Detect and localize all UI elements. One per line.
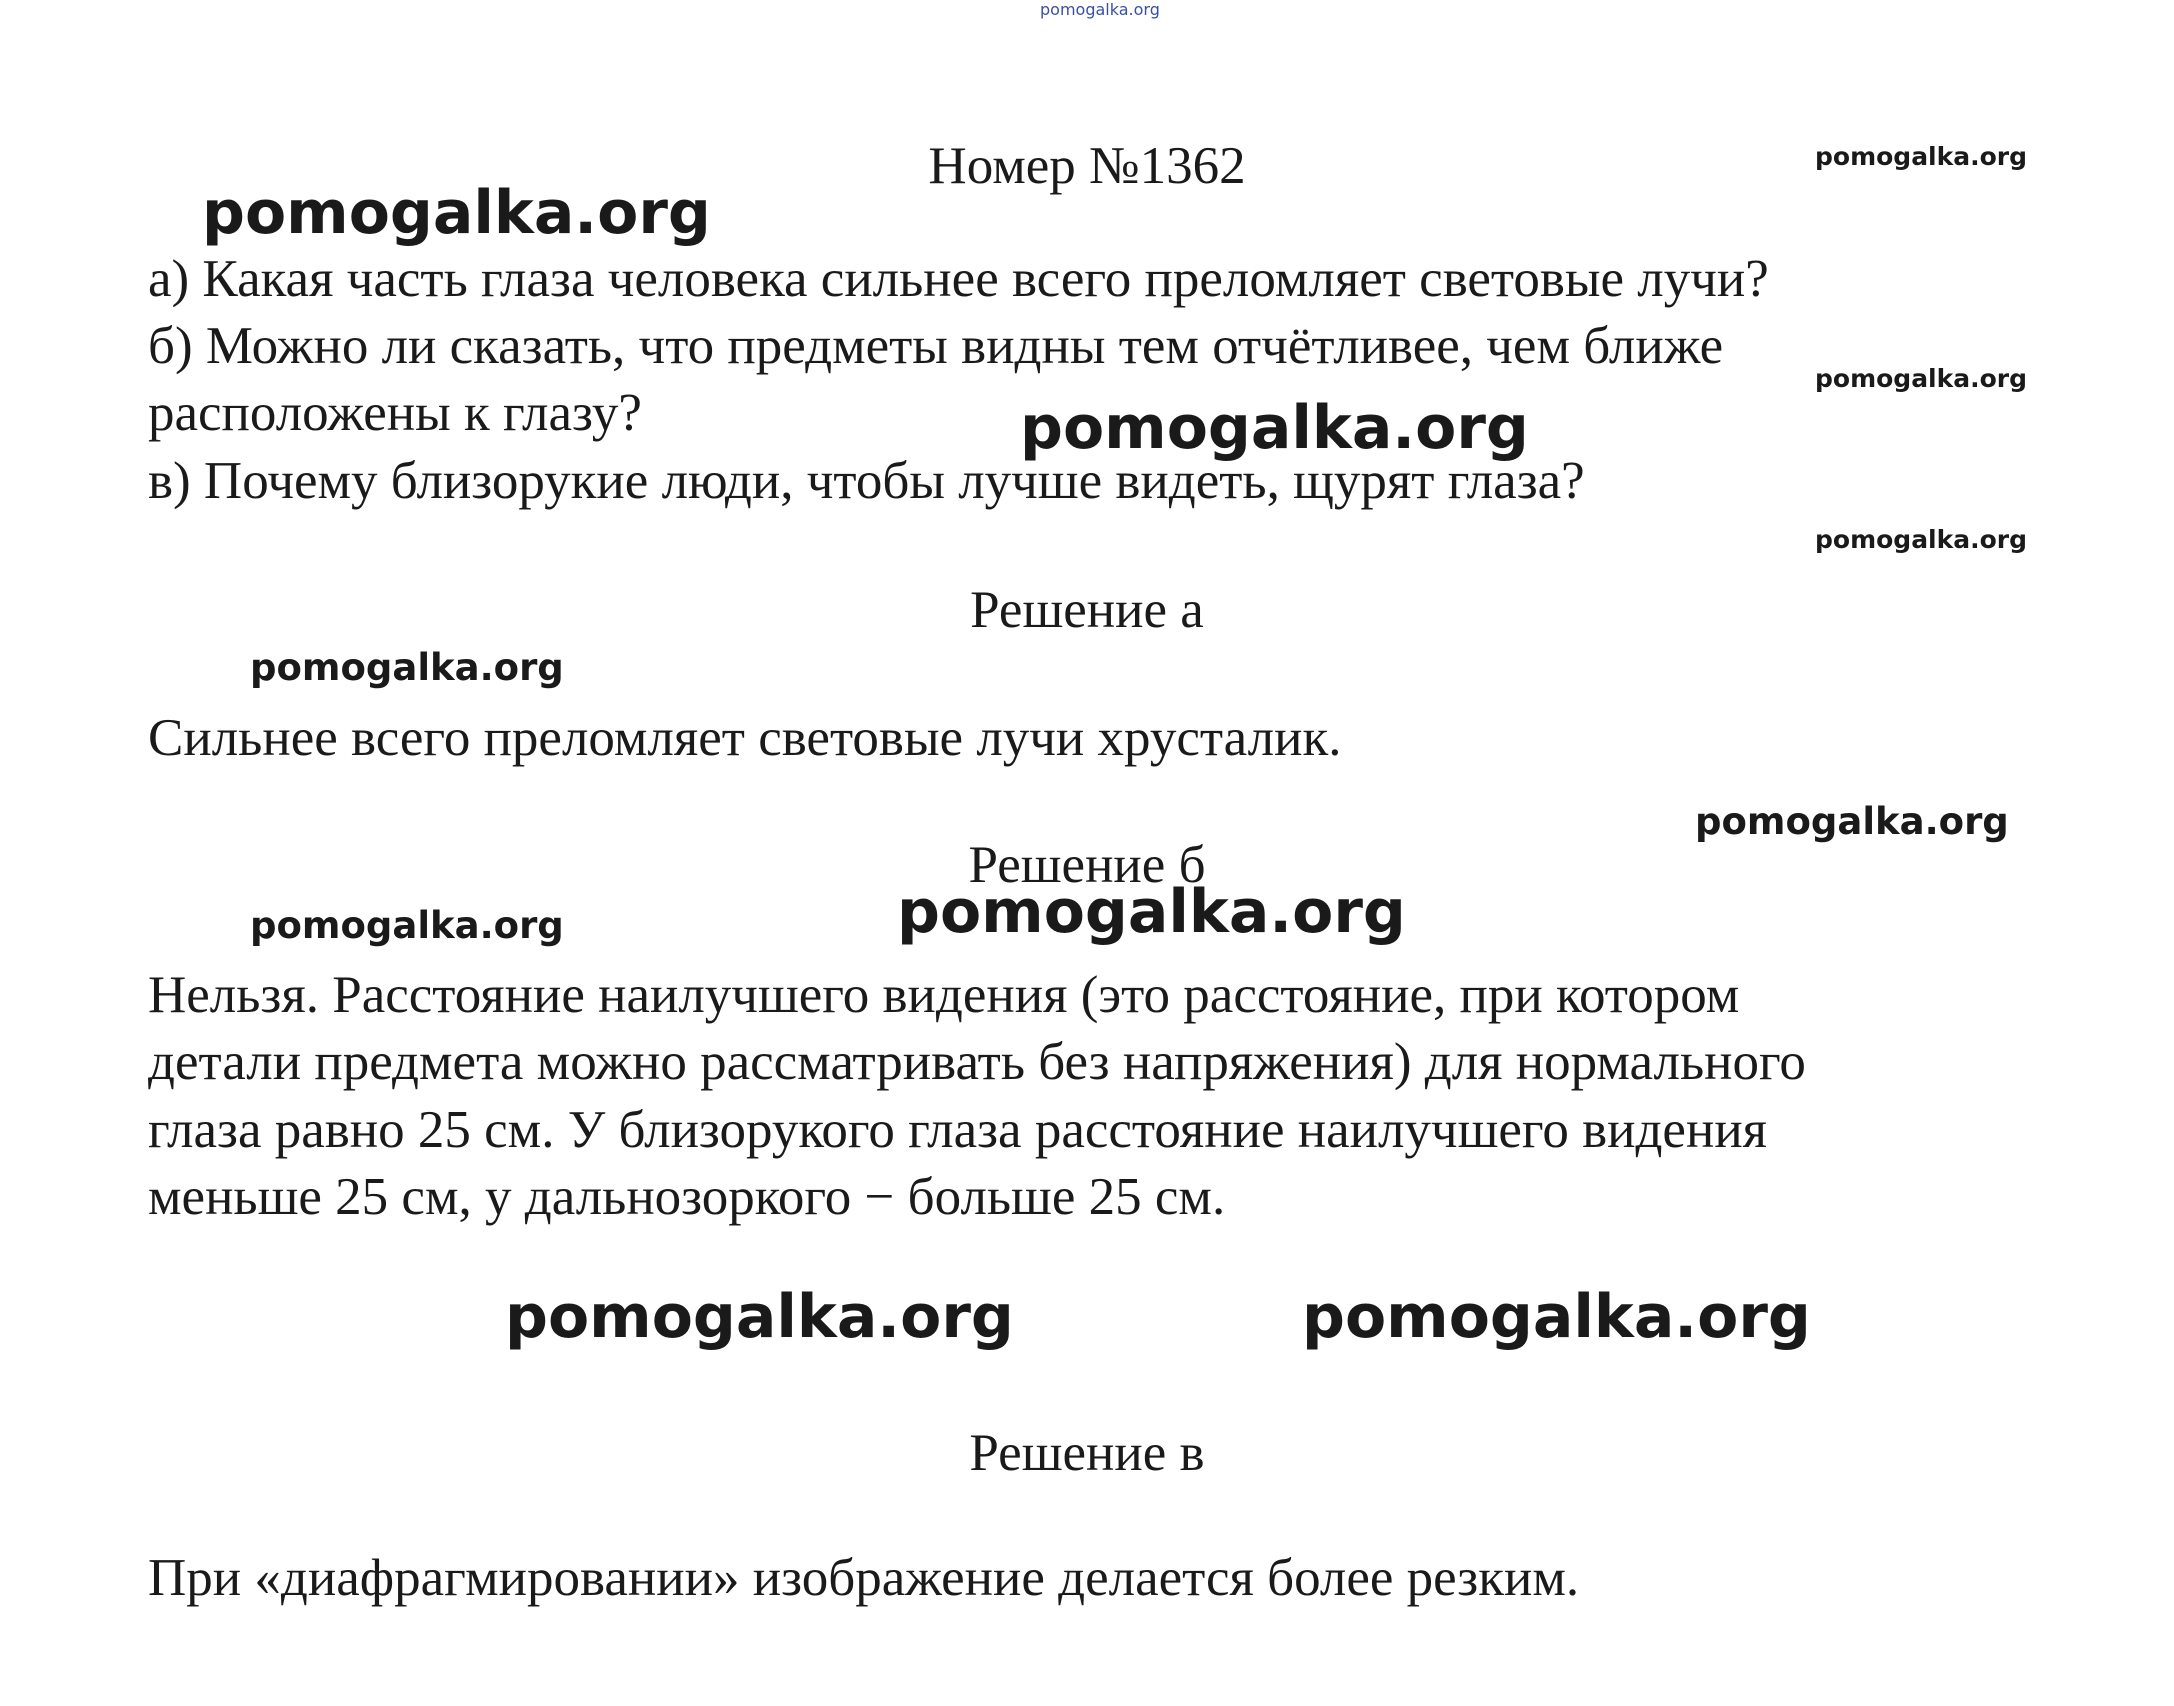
watermark: pomogalka.org [1815,142,2028,171]
page-title: Номер №1362 [928,137,1246,195]
solution-a-text: Сильнее всего преломляет световые лучи хрусталик. [148,709,1342,767]
solution-b-line: меньше 25 см, у дальнозоркого − больше 25 см. [148,1168,1226,1226]
solution-b-line: детали предмета можно рассматривать без напряжения) для нормального [148,1033,1806,1091]
watermark: pomogalka.org [1302,1282,1811,1352]
watermark: pomogalka.org [897,877,1406,947]
question-c: в) Почему близорукие люди, чтобы лучше видеть, щурят глаза? [148,452,1585,510]
watermark: pomogalka.org [1815,364,2028,393]
solution-b-heading: Решение б [968,836,1206,894]
watermark: pomogalka.org [1020,393,1529,463]
watermark: pomogalka.org [202,178,711,248]
solution-b-line: глаза равно 25 см. У близорукого глаза расстояние наилучшего видения [148,1101,1768,1159]
solution-a-heading: Решение а [970,581,1204,639]
question-b: б) Можно ли сказать, что предметы видны тем отчётливее, чем ближе [148,317,1724,375]
solution-c-heading: Решение в [969,1424,1205,1482]
question-b-continuation: расположены к глазу? [148,384,642,442]
watermark: pomogalka.org [505,1282,1014,1352]
solution-b-line: Нельзя. Расстояние наилучшего видения (это расстояние, при котором [148,966,1740,1024]
watermark: pomogalka.org [1695,800,2009,843]
watermark: pomogalka.org [250,904,564,947]
question-a: а) Какая часть глаза человека сильнее всего преломляет световые лучи? [148,250,1769,308]
watermark: pomogalka.org [1815,525,2028,554]
solution-c-text: При «диафрагмировании» изображение делается более резким. [148,1549,1580,1607]
watermark: pomogalka.org [250,646,564,689]
watermark-top: pomogalka.org [1040,0,1160,19]
